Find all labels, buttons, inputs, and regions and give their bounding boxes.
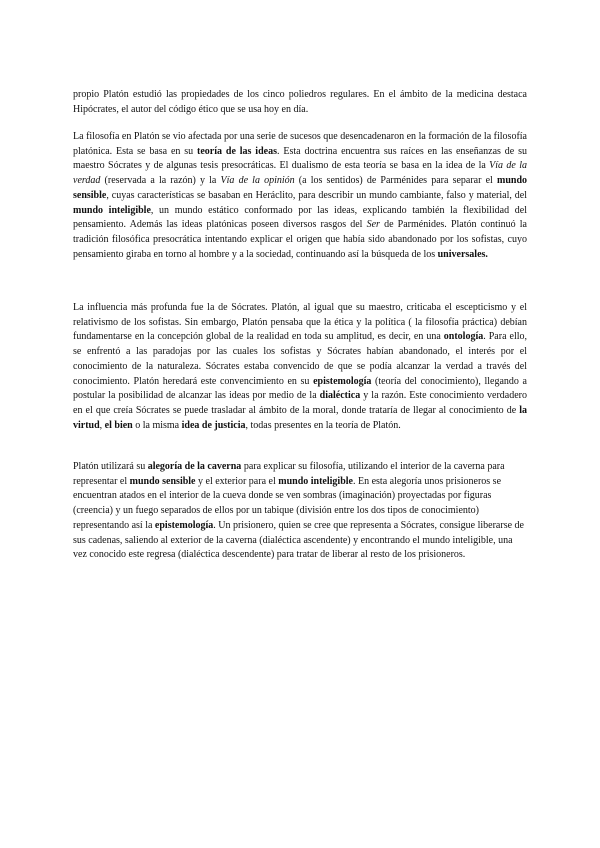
paragraph-1 xyxy=(73,88,527,117)
bold-term: el bien xyxy=(104,419,133,431)
italic-term: Ser xyxy=(366,219,380,231)
paragraph-3 xyxy=(73,301,527,433)
italic-term: Vía de la verdad xyxy=(73,160,527,187)
text-span: . Esta doctrina encuentra sus raíces en las enseñanzas de su maestro Sócrates y de algunas tesis presocráticas. El dualismo de esta teoría se basa en la idea de la xyxy=(73,145,528,172)
bold-term: dialéctica xyxy=(319,390,361,402)
text-span: . Un prisionero, quien se cree que representa a Sócrates, consigue liberarse de sus cadenas, saliendo al exterior de la caverna (dialéctica ascendente) y encontrando el mundo inteligible, una vez conocido este regresa (dialéctica descendente) para tratar de liberar al resto de los prisioneros. xyxy=(73,519,524,561)
bold-term: mundo sensible xyxy=(129,475,196,487)
bold-term: la virtud xyxy=(73,404,527,431)
text-span: La filosofía en Platón se vio afectada por una serie de sucesos que desencadenaron en la formación de la filosofía platónica. Esta se basa en su xyxy=(73,131,527,157)
bold-term: idea de justicia xyxy=(181,419,246,431)
text-span: , xyxy=(99,419,105,431)
bold-term: epistemología xyxy=(154,519,214,531)
bold-term: universales. xyxy=(437,248,488,260)
text-span: , cuyas características se basaban en Heráclito, para describir un mundo cambiante, falso y material, del xyxy=(106,189,527,201)
bold-term: teoría de las ideas xyxy=(197,145,277,157)
paragraph-4 xyxy=(73,460,527,563)
text-span: propio Platón estudió las propiedades de los cinco poliedros regulares. En el ámbito de la medicina destaca Hipócrates, el autor del código ético que se usa hoy en día. xyxy=(73,89,527,115)
text-span: Platón utilizará su xyxy=(73,461,148,472)
bold-term: mundo inteligible xyxy=(73,204,151,216)
text-span: (a los sentidos) de Parménides para separar el xyxy=(294,175,497,187)
bold-term: mundo sensible xyxy=(73,175,527,201)
text-span: y la razón. Este conocimiento verdadero en el que creía Sócrates se puede trasladar al ámbito de la moral, donde trataría de llegar al conocimiento de xyxy=(73,390,527,416)
text-span: o la misma xyxy=(132,419,182,431)
text-span: para explicar su filosofía, utilizando el interior de la caverna para representar el xyxy=(73,461,505,487)
text-span: y el exterior para el xyxy=(195,475,279,487)
text-span: (teoría del conocimiento), llegando a postular la posibilidad de alcanzar las ideas por medio de la xyxy=(73,375,527,402)
bold-term: mundo inteligible xyxy=(278,475,353,487)
text-span: (reservada a la razón) y la xyxy=(100,175,221,187)
text-span: de Parménides. Platón continuó la tradición filosófica presocrática intentando explicar el origen que había sido abandonado por los sofistas, cuyo pensamiento giraba en torno al hombre y a la sociedad, continuando así la búsqueda de los xyxy=(73,219,527,260)
bold-term: alegoría de la caverna xyxy=(147,461,242,472)
text-span: . En esta alegoría unos prisioneros se encuentran atados en el interior de la cueva donde se ven sombras (imaginación) proyectadas por figuras (creencia) y un fuego separados de ellos por un tabique (división entre los dos tipos de conocimiento) representando así la xyxy=(73,475,502,531)
text-span: , todas presentes en la teoría de Platón. xyxy=(245,419,401,431)
text-span: , un mundo estático conformado por las ideas, explicando también la flexibilidad del pensamiento. Además las ideas platónicas poseen diversos rasgos del xyxy=(73,204,527,231)
bold-term: epistemología xyxy=(313,375,372,387)
bold-term: ontología xyxy=(443,331,484,343)
text-span: La influencia más profunda fue la de Sócrates. Platón, al igual que su maestro, criticaba el escepticismo y el relativismo de los sofistas. Sin embargo, Platón pensaba que la ética y la política ( la filosofía práctica) debían fundamentarse en la concepción global de la realidad en toda su amplitud, es decir, en una xyxy=(73,302,527,343)
paragraph-2 xyxy=(73,130,527,262)
italic-term: Vía de la opinión xyxy=(220,175,295,187)
text-span: . Para ello, se enfrentó a las paradojas por las cuales los sofistas y Sócrates habían abandonado, el interés por el conocimiento de la naturaleza. Sócrates estaba convencido de que se podía alcanzar la verdad a través del conocimiento. Platón heredará este convencimiento en su xyxy=(73,331,527,387)
